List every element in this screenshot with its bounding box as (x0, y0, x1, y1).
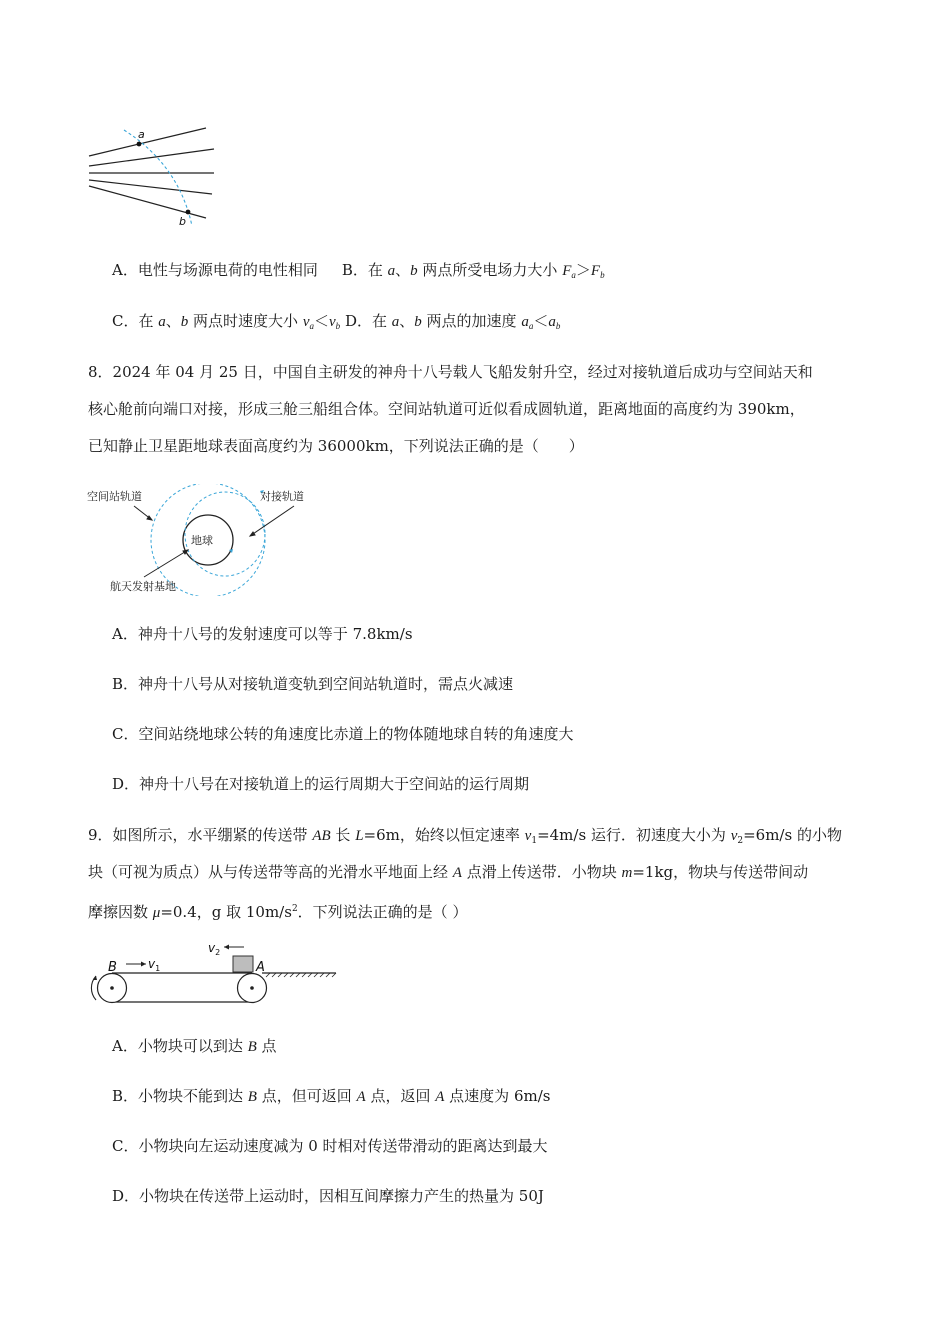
field-line (89, 128, 206, 156)
q9-option-d: D．小物块在传送带上运动时，因相互间摩擦力产生的热量为 50J (112, 1187, 544, 1205)
q9-stem-line3: 摩擦因数 μ=0.4，g 取 $10m/s^2$．下列说法正确的是（ ） (88, 903, 468, 921)
q9-stem-line1: 9．如图所示，水平绷紧的传送带 AB 长 L=6m，始终以恒定速率 $v_1=4m/s$ 运行．初速度大小为 $v_2=6m/s$ 的小物 (88, 826, 842, 846)
q9-option-b: B．小物块不能到达 B 点，但可返回 A 点，返回 A 点速度为 6m/s (112, 1087, 551, 1105)
label-v1: $v_1$ (148, 957, 161, 973)
label-a: a (138, 128, 145, 141)
q8-stem-line3: 已知静止卫星距地球表面高度约为 36000km，下列说法正确的是（ ） (88, 437, 584, 455)
point-b (186, 210, 191, 215)
q8-option-c: C．空间站绕地球公转的角速度比赤道上的物体随地球自转的角速度大 (112, 725, 574, 743)
orbit-figure (84, 484, 324, 596)
q8-stem-line1: 8．2024 年 04 月 25 日，中国自主研发的神舟十八号载人飞船发射升空，经过对接轨道后成功与空间站天和 (88, 363, 813, 381)
label-v2: $v_2$ (208, 941, 221, 957)
label-station-orbit: 空间站轨道 (87, 490, 142, 503)
q8-option-a: A．神舟十八号的发射速度可以等于 7.8km/s (112, 625, 413, 643)
q7-option-b: B．在 a、b 两点所受电场力大小 $F_a>F_b$ (341, 261, 605, 280)
q7-option-c-d (112, 310, 560, 338)
q7-option-c: C．在 a、b 两点时速度大小 $v_a<v_b$ (112, 312, 341, 331)
point-a (137, 142, 142, 147)
q7-option-d: D．在 a、b 两点的加速度 $a_a<a_b$ (340, 312, 561, 331)
q8-option-d: D．神舟十八号在对接轨道上的运行周期大于空间站的运行周期 (112, 775, 530, 793)
label-A: A (256, 960, 265, 975)
field-line (89, 180, 212, 194)
block (233, 956, 253, 972)
q9-option-c: C．小物块向左运动速度减为 0 时相对传送带滑动的距离达到最大 (112, 1137, 548, 1155)
q7-option-a: A．电性与场源电荷的电性相同 (112, 261, 318, 279)
label-b: b (179, 215, 186, 228)
q9-option-a: A．小物块可以到达 B 点 (112, 1037, 277, 1055)
conveyor-figure (84, 938, 344, 1008)
label-B: B (108, 960, 117, 975)
label-docking-orbit: 对接轨道 (260, 490, 304, 503)
q8-option-b: B．神舟十八号从对接轨道变轨到空间站轨道时，需点火减速 (112, 675, 514, 693)
label-launch-base: 航天发射基地 (110, 580, 176, 593)
label-earth: 地球 (191, 534, 213, 547)
q7-option-a-b (112, 259, 605, 287)
q9-stem-line2: 块（可视为质点）从与传送带等高的光滑水平地面上经 A 点滑上传送带．小物块 m=1kg，物块与传送带间动 (88, 863, 809, 881)
field-line-figure (84, 120, 224, 230)
q8-stem-line2: 核心舱前向端口对接，形成三舱三船组合体。空间站轨道可近似看成圆轨道，距离地面的高度约为 390km， (88, 400, 805, 418)
